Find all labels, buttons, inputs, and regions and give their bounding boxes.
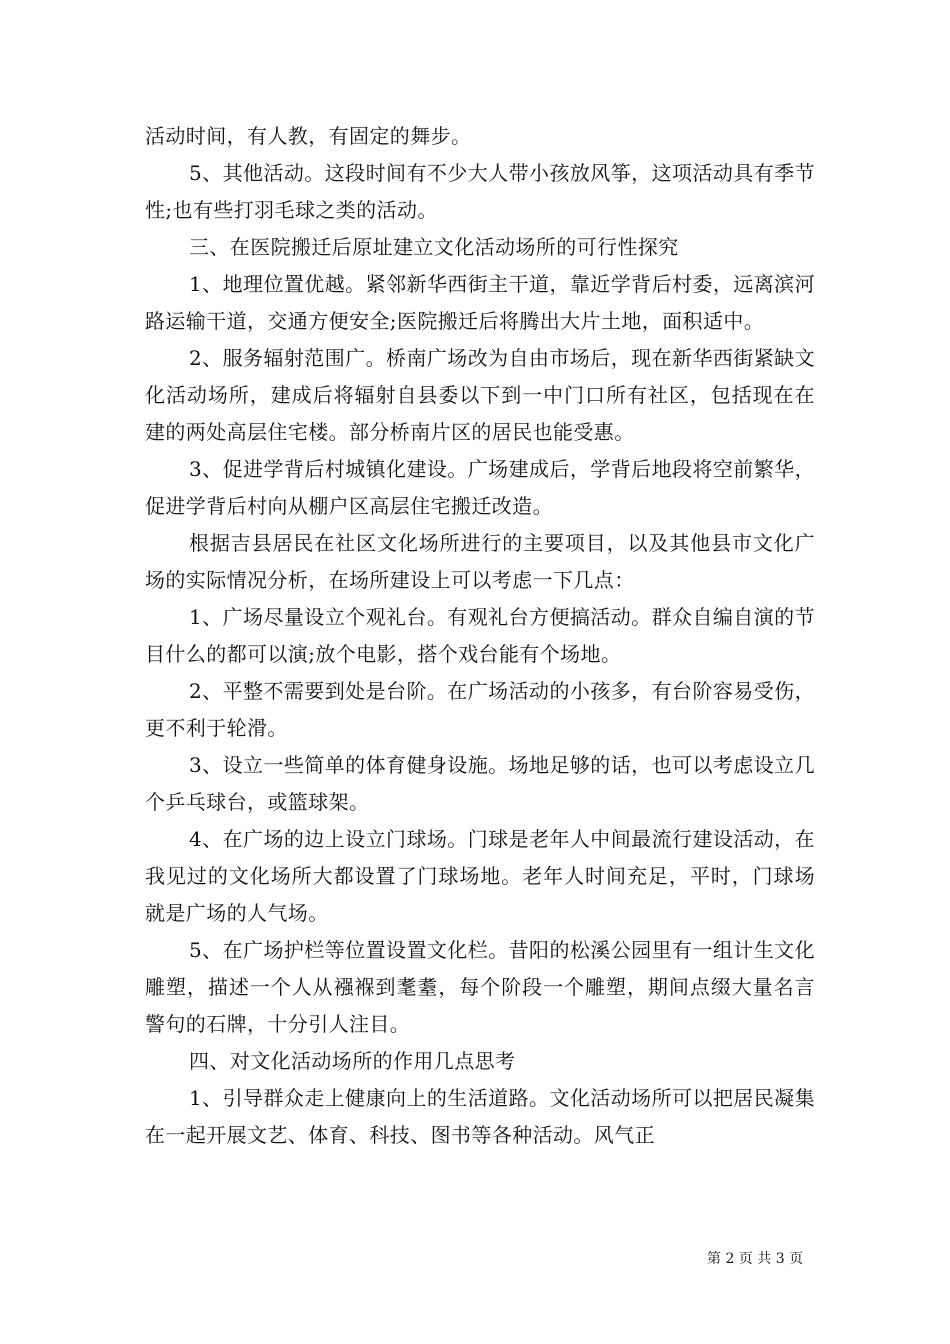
paragraph-7: 根据吉县居民在社区文化场所进行的主要项目，以及其他县市文化广场的实际情况分析，在场所建设上可以考虑一下几点： (145, 531, 815, 592)
paragraph-12: 5、在广场护栏等位置设置文化栏。昔阳的松溪公园里有一组计生文化雕塑，描述一个人从襁褓到耄耋，每个阶段一个雕塑，期间点缀大量名言警句的石牌，十分引人注目。 (145, 938, 815, 1036)
paragraph-10: 3、设立一些简单的体育健身设施。场地足够的话，也可以考虑设立几个乒乓球台，或篮球架。 (145, 753, 815, 814)
paragraph-9: 2、平整不需要到处是台阶。在广场活动的小孩多，有台阶容易受伤，更不利于轮滑。 (145, 679, 815, 740)
paragraph-14: 1、引导群众走上健康向上的生活道路。文化活动场所可以把居民凝集在一起开展文艺、体育、科技、图书等各种活动。风气正 (145, 1086, 815, 1147)
paragraph-4: 1、地理位置优越。紧邻新华西街主干道，靠近学背后村委，远离滨河路运输干道，交通方便安全;医院搬迁后将腾出大片土地，面积适中。 (145, 272, 815, 333)
section-heading-4: 四、对文化活动场所的作用几点思考 (189, 1049, 516, 1073)
page-number: 第 2 页 共 3 页 (707, 1251, 804, 1267)
paragraph-11: 4、在广场的边上设立门球场。门球是老年人中间最流行建设活动，在我见过的文化场所大都设置了门球场地。老年人时间充足，平时，门球场就是广场的人气场。 (145, 827, 815, 925)
paragraph-1: 活动时间，有人教，有固定的舞步。 (145, 124, 472, 148)
paragraph-6: 3、促进学背后村城镇化建设。广场建成后，学背后地段将空前繁华，促进学背后村向从棚户区高层住宅搬迁改造。 (145, 457, 815, 518)
paragraph-2: 5、其他活动。这段时间有不少大人带小孩放风筝，这项活动具有季节性;也有些打羽毛球之类的活动。 (145, 161, 815, 222)
paragraph-5: 2、服务辐射范围广。桥南广场改为自由市场后，现在新华西街紧缺文化活动场所，建成后将辐射自县委以下到一中门口所有社区，包括现在在建的两处高层住宅楼。部分桥南片区的居民也能受惠。 (145, 346, 815, 444)
document-body (145, 118, 815, 1154)
paragraph-8: 1、广场尽量设立个观礼台。有观礼台方便搞活动。群众自编自演的节目什么的都可以演;放个电影，搭个戏台能有个场地。 (145, 605, 815, 666)
section-heading-3: 三、在医院搬迁后原址建立文化活动场所的可行性探究 (189, 235, 679, 259)
